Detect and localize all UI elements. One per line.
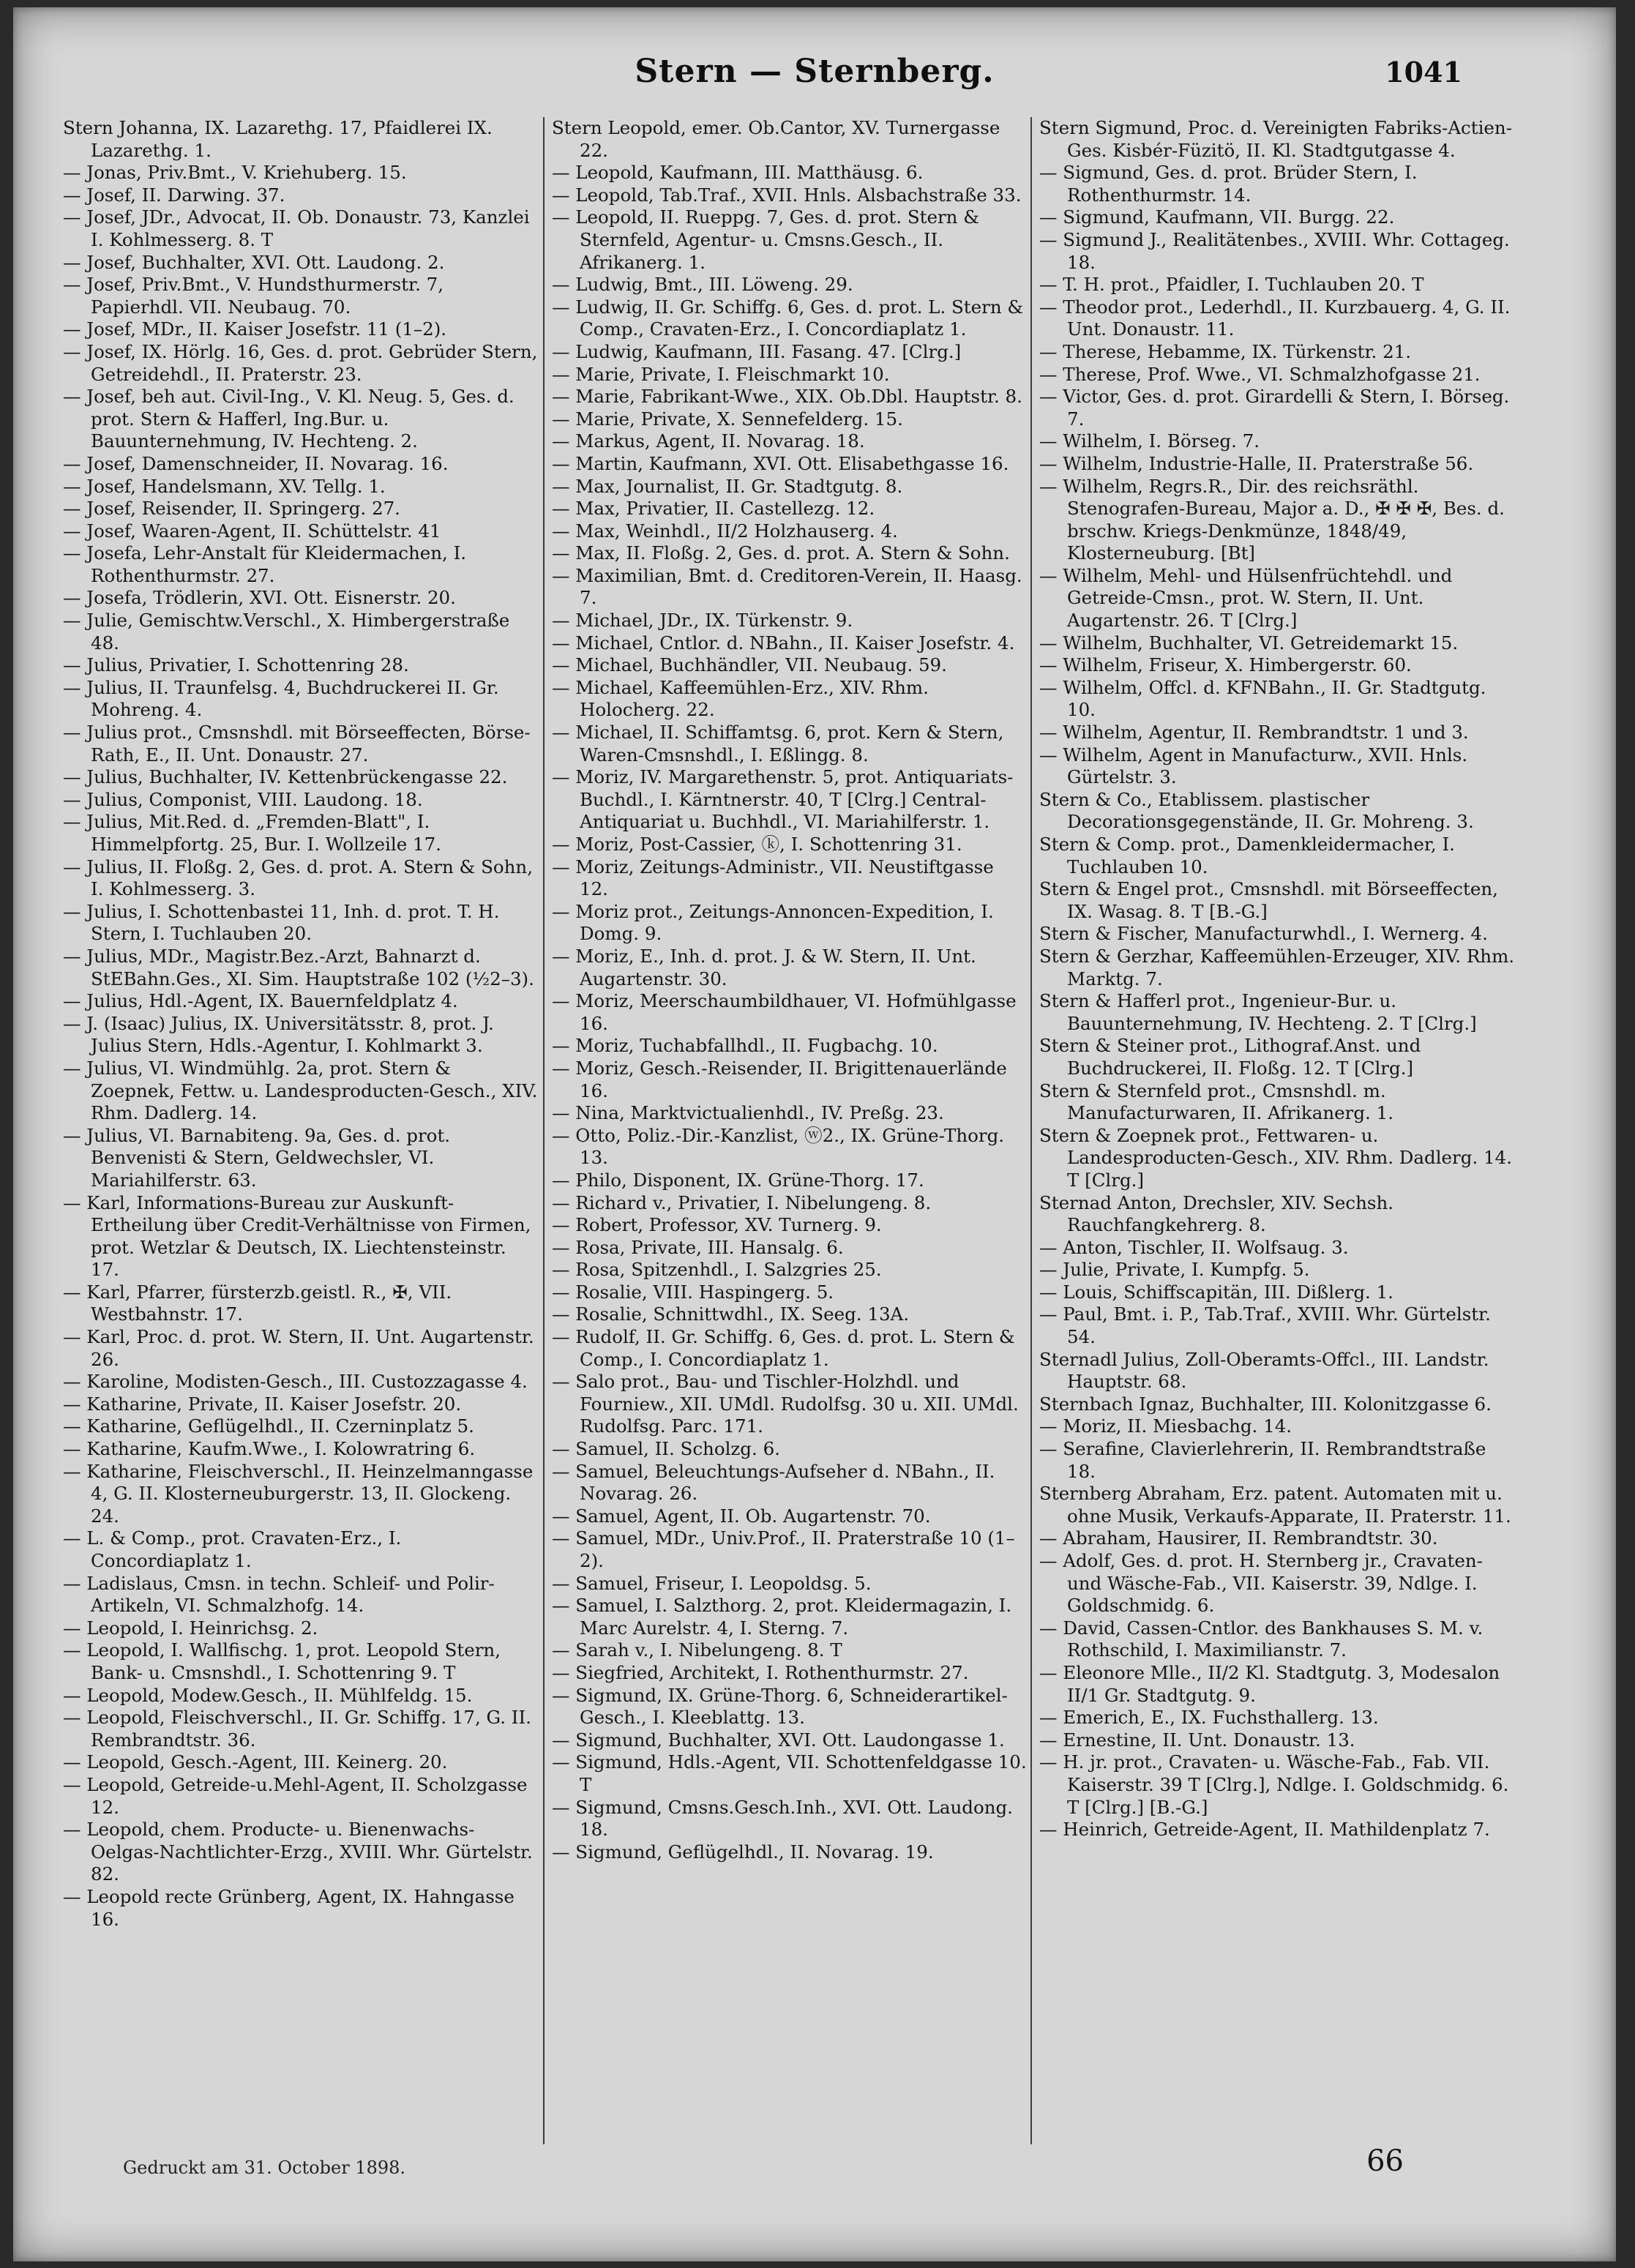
directory-entry: — Ludwig, Kaufmann, III. Fasang. 47. [Clrg.] (552, 340, 962, 362)
directory-entry: — Abraham, Hausirer, II. Rembrandtstr. 30. (1039, 1527, 1438, 1549)
directory-entry: — L. & Comp., prot. Cravaten-Erz., I. Concordiaplatz 1. (63, 1527, 402, 1571)
directory-entry: — Karl, Informations-Bureau zur Auskunft-Ertheilung über Credit-Verhältnisse von Firmen, prot. Wetzlar & Deutsch, IX. Liechtensteinstr. 17. (63, 1191, 531, 1281)
directory-entry: — Julius, MDr., Magistr.Bez.-Arzt, Bahnarzt d. StEBahn.Ges., XI. Sim. Hauptstraße 102 (½2–3). (63, 945, 534, 989)
directory-entry: — Sigmund J., Realitätenbes., XVIII. Whr. Cottageg. 18. (1039, 228, 1510, 273)
directory-entry: — Josef, IX. Hörlg. 16, Ges. d. prot. Gebrüder Stern, Getreidehdl., II. Praterstr. 23. (63, 340, 538, 385)
directory-entry: — Leopold, chem. Producte- u. Bienenwachs-Oelgas-Nachtlichter-Erzg., XVIII. Whr. Gürtelstr. 82. (63, 1819, 533, 1885)
directory-entry: — Sigmund, Buchhalter, XVI. Ott. Laudongasse 1. (552, 1729, 1005, 1751)
directory-entry: — Katharine, Private, II. Kaiser Josefstr. 20. (63, 1393, 462, 1415)
directory-entry: — H. jr. prot., Cravaten- u. Wäsche-Fab., Fab. VII. Kaiserstr. 39 T [Clrg.], Ndlge. I. Goldschmidg. 6. T [Clrg.] [B.-G.] (1039, 1751, 1509, 1818)
directory-entry: — Sarah v., I. Nibelungeng. 8. T (552, 1639, 842, 1661)
directory-entry: — Sigmund, IX. Grüne-Thorg. 6, Schneiderartikel-Gesch., I. Kleeblattg. 13. (552, 1684, 1008, 1729)
directory-entry: Stern & Engel prot., Cmsnshdl. mit Börseeffecten, IX. Wasag. 8. T [B.-G.] (1039, 878, 1498, 922)
directory-entry: — Robert, Professor, XV. Turnerg. 9. (552, 1214, 882, 1236)
directory-entry: Stern & Hafferl prot., Ingenieur-Bur. u. Bauunternehmung, IV. Hechteng. 2. T [Clrg.] (1039, 990, 1477, 1034)
directory-entry: Stern Leopold, emer. Ob.Cantor, XV. Turnergasse 22. (552, 117, 1000, 161)
print-date: Gedruckt am 31. October 1898. (123, 2157, 406, 2178)
directory-entry: — Adolf, Ges. d. prot. H. Sternberg jr., Cravaten- und Wäsche-Fab., VII. Kaiserstr. 39, Ndlge. I. Goldschmidg. 6. (1039, 1550, 1483, 1617)
directory-entry: — Leopold, I. Heinrichsg. 2. (63, 1617, 318, 1639)
directory-entry: — Leopold, Kaufmann, III. Matthäusg. 6. (552, 162, 924, 184)
directory-entry: Stern & Comp. prot., Damenkleidermacher, I. Tuchlauben 10. (1039, 834, 1455, 877)
directory-entry: — Julius, Mit.Red. d. „Fremden-Blatt", I. Himmelpfortg. 25, Bur. I. Wollzeile 17. (63, 811, 441, 855)
directory-entry: — Moriz prot., Zeitungs-Annoncen-Expedition, I. Domg. 9. (552, 900, 994, 945)
directory-entry: Stern & Fischer, Manufacturwhdl., I. Wernerg. 4. (1039, 923, 1488, 945)
sheet-number: 66 (1366, 2144, 1404, 2178)
directory-entry: — Julius, Buchhalter, IV. Kettenbrückengasse 22. (63, 766, 508, 788)
directory-entry: — Max, Weinhdl., II/2 Holzhauserg. 4. (552, 520, 898, 542)
column-right (1039, 117, 1515, 2137)
column-divider (543, 117, 545, 2144)
directory-entry: — Moriz, IV. Margarethenstr. 5, prot. Antiquariats-Buchdl., I. Kärntnerstr. 40, T [Clrg.] Central-Antiquariat u. Buchhdl., VI. Mariahilferstr. 1. (552, 766, 1014, 833)
directory-entry: — Ernestine, II. Unt. Donaustr. 13. (1039, 1729, 1355, 1751)
directory-entry: — Sigmund, Geflügelhdl., II. Novarag. 19. (552, 1841, 934, 1863)
directory-entry: — Samuel, II. Scholzg. 6. (552, 1438, 780, 1460)
directory-entry: — Josef, Buchhalter, XVI. Ott. Laudong. 2. (63, 251, 445, 273)
directory-entry: — Wilhelm, Agent in Manufacturw., XVII. Hnls. Gürtelstr. 3. (1039, 744, 1468, 788)
directory-entry: — Paul, Bmt. i. P., Tab.Traf., XVIII. Whr. Gürtelstr. 54. (1039, 1303, 1491, 1348)
directory-entry: — J. (Isaac) Julius, IX. Universitätsstr. 8, prot. J. Julius Stern, Hdls.-Agentur, I. Kohlmarkt 3. (63, 1012, 494, 1057)
directory-entry: — Wilhelm, Agentur, II. Rembrandtstr. 1 und 3. (1039, 722, 1469, 744)
directory-entry: — Ladislaus, Cmsn. in techn. Schleif- und Polir-Artikeln, VI. Schmalzhofg. 14. (63, 1572, 495, 1617)
directory-entry: — Leopold, Getreide-u.Mehl-Agent, II. Scholzgasse 12. (63, 1773, 528, 1818)
directory-entry: — Max, II. Floßg. 2, Ges. d. prot. A. Stern & Sohn. (552, 542, 1010, 564)
directory-entry: — Sigmund, Ges. d. prot. Brüder Stern, I. Rothenthurmstr. 14. (1039, 162, 1418, 206)
directory-entry: — Moriz, Gesch.-Reisender, II. Brigittenauerlände 16. (552, 1057, 1007, 1101)
directory-entry: Stern & Co., Etablissem. plastischer Decorationsgegenstände, II. Gr. Mohreng. 3. (1039, 788, 1474, 833)
directory-entry: — Michael, Kaffeemühlen-Erz., XIV. Rhm. Holocherg. 22. (552, 676, 929, 721)
directory-entry: — Wilhelm, Industrie-Halle, II. Praterstraße 56. (1039, 452, 1474, 474)
directory-entry: — Maximilian, Bmt. d. Creditoren-Verein, II. Haasg. 7. (552, 564, 1022, 609)
directory-entry: — Rosalie, VIII. Haspingerg. 5. (552, 1281, 834, 1303)
directory-entry: — Moriz, II. Miesbachg. 14. (1039, 1415, 1292, 1437)
directory-entry: — Julius, VI. Barnabiteng. 9a, Ges. d. prot. Benvenisti & Stern, Geldwechsler, VI. Mariahilferstr. 63. (63, 1124, 451, 1191)
directory-entry: — Richard v., Privatier, I. Nibelungeng. 8. (552, 1191, 932, 1213)
directory-entry: Stern Johanna, IX. Lazarethg. 17, Pfaidlerei IX. Lazarethg. 1. (63, 117, 493, 161)
directory-entry: — Josef, Waaren-Agent, II. Schüttelstr. 41 (63, 520, 441, 542)
directory-page (13, 7, 1616, 2261)
directory-entry: — Samuel, Agent, II. Ob. Augartenstr. 70. (552, 1505, 931, 1527)
directory-entry: — Philo, Disponent, IX. Grüne-Thorg. 17. (552, 1169, 924, 1191)
page-title: Stern — Sternberg. (635, 53, 995, 90)
directory-entry: — Sigmund, Hdls.-Agent, VII. Schottenfeldgasse 10. T (552, 1751, 1027, 1795)
directory-entry: — Wilhelm, I. Börseg. 7. (1039, 430, 1260, 452)
directory-entry: — Moriz, Meerschaumbildhauer, VI. Hofmühlgasse 16. (552, 990, 1017, 1034)
directory-entry: — Nina, Marktvictualienhdl., IV. Preßg. 23. (552, 1102, 944, 1124)
directory-entry: — Julius prot., Cmsnshdl. mit Börseeffecten, Börse-Rath, E., II. Unt. Donaustr. 27. (63, 722, 531, 766)
directory-entry: — Markus, Agent, II. Novarag. 18. (552, 430, 865, 452)
directory-entry: — Josefa, Lehr-Anstalt für Kleidermachen, I. Rothenthurmstr. 27. (63, 542, 467, 586)
directory-entry: — Josef, II. Darwing. 37. (63, 184, 285, 206)
page-number: 1041 (1385, 56, 1462, 89)
directory-entry: — Wilhelm, Regrs.R., Dir. des reichsräthl. Stenografen-Bureau, Major a. D., ✠ ✠ ✠, Bes. d. brschw. Kriegs-Denkmünze, 1848/49, Klosterneuburg. [Bt] (1039, 475, 1505, 564)
directory-entry: — Katharine, Kaufm.Wwe., I. Kolowratring 6. (63, 1438, 476, 1460)
directory-entry: — Josef, JDr., Advocat, II. Ob. Donaustr. 73, Kanzlei I. Kohlmesserg. 8. T (63, 206, 530, 250)
directory-entry: — Theodor prot., Lederhdl., II. Kurzbauerg. 4, G. II. Unt. Donaustr. 11. (1039, 296, 1511, 340)
directory-entry: — Leopold, Gesch.-Agent, III. Keinerg. 20. (63, 1751, 448, 1773)
directory-entry: — Ludwig, II. Gr. Schiffg. 6, Ges. d. prot. L. Stern & Comp., Cravaten-Erz., I. Concordiaplatz 1. (552, 296, 1024, 340)
directory-entry: — Rosalie, Schnittwdhl., IX. Seeg. 13A. (552, 1303, 910, 1325)
directory-entry: — T. H. prot., Pfaidler, I. Tuchlauben 20. T (1039, 274, 1424, 296)
directory-entry: — Max, Privatier, II. Castellezg. 12. (552, 498, 875, 520)
directory-entry: — Wilhelm, Buchhalter, VI. Getreidemarkt 15. (1039, 632, 1459, 654)
directory-entry: — Leopold, Modew.Gesch., II. Mühlfeldg. 15. (63, 1684, 473, 1706)
directory-entry: Sternadl Julius, Zoll-Oberamts-Offcl., III. Landstr. Hauptstr. 68. (1039, 1348, 1489, 1393)
directory-entry: — Josefa, Trödlerin, XVI. Ott. Eisnerstr. 20. (63, 587, 456, 609)
directory-entry: — Karoline, Modisten-Gesch., III. Custozzagasse 4. (63, 1371, 528, 1393)
column-middle (552, 117, 1028, 2137)
directory-entry: Stern Sigmund, Proc. d. Vereinigten Fabriks-Actien-Ges. Kisbér-Füzitö, II. Kl. Stadtgutgasse 4. (1039, 117, 1512, 161)
directory-entry: — Michael, II. Schiffamtsg. 6, prot. Kern & Stern, Waren-Cmsnshdl., I. Eßlingg. 8. (552, 722, 1004, 766)
directory-entry: — Therese, Prof. Wwe., VI. Schmalzhofgasse 21. (1039, 363, 1481, 385)
directory-entry: — Michael, JDr., IX. Türkenstr. 9. (552, 610, 853, 632)
directory-entry: — Julie, Gemischtw.Verschl., X. Himbergerstraße 48. (63, 610, 510, 654)
directory-entry: — Samuel, Beleuchtungs-Aufseher d. NBahn., II. Novarag. 26. (552, 1460, 995, 1505)
directory-entry: — Leopold, Fleischverschl., II. Gr. Schiffg. 17, G. II. Rembrandtstr. 36. (63, 1707, 531, 1751)
directory-entry: — Anton, Tischler, II. Wolfsaug. 3. (1039, 1236, 1349, 1258)
directory-entry: — Serafine, Clavierlehrerin, II. Rembrandtstraße 18. (1039, 1438, 1486, 1482)
directory-entry: — Josef, beh aut. Civil-Ing., V. Kl. Neug. 5, Ges. d. prot. Stern & Hafferl, Ing.Bur. u. Bauunternehmung, IV. Hechteng. 2. (63, 386, 515, 452)
directory-entry: — Therese, Hebamme, IX. Türkenstr. 21. (1039, 340, 1412, 362)
directory-entry: — Sigmund, Kaufmann, VII. Burgg. 22. (1039, 206, 1395, 228)
directory-entry: — Wilhelm, Friseur, X. Himbergerstr. 60. (1039, 654, 1412, 676)
directory-entry: — Marie, Private, X. Sennefelderg. 15. (552, 408, 903, 430)
directory-entry: — Rosa, Private, III. Hansalg. 6. (552, 1236, 844, 1258)
directory-entry: — Wilhelm, Offcl. d. KFNBahn., II. Gr. Stadtgutg. 10. (1039, 676, 1486, 721)
directory-entry: — Marie, Private, I. Fleischmarkt 10. (552, 363, 890, 385)
directory-entry: — Salo prot., Bau- und Tischler-Holzhdl. und Fourniew., XII. UMdl. Rudolfsg. 30 u. XII. UMdl. Rudolfsg. Parc. 171. (552, 1371, 1019, 1437)
directory-entry: — Julius, II. Traunfelsg. 4, Buchdruckerei II. Gr. Mohreng. 4. (63, 676, 499, 721)
directory-entry: — Moriz, Tuchabfallhdl., II. Fugbachg. 10. (552, 1035, 938, 1057)
directory-entry: — Siegfried, Architekt, I. Rothenthurmstr. 27. (552, 1661, 969, 1683)
directory-entry: — Leopold, II. Rueppg. 7, Ges. d. prot. Stern & Sternfeld, Agentur- u. Cmsns.Gesch., II. Afrikanerg. 1. (552, 206, 980, 273)
directory-entry: — Max, Journalist, II. Gr. Stadtgutg. 8. (552, 475, 903, 497)
directory-entry: — Julius, Privatier, I. Schottenring 28. (63, 654, 409, 676)
directory-entry: — Rudolf, II. Gr. Schiffg. 6, Ges. d. prot. L. Stern & Comp., I. Concordiaplatz 1. (552, 1326, 1015, 1370)
column-divider (1030, 117, 1032, 2144)
directory-entry: — Katharine, Fleischverschl., II. Heinzelmanngasse 4, G. II. Klosterneuburgerstr. 13, II. Glockeng. 24. (63, 1460, 534, 1527)
directory-entry: — Julius, II. Floßg. 2, Ges. d. prot. A. Stern & Sohn, I. Kohlmesserg. 3. (63, 856, 533, 900)
directory-entry: — Samuel, I. Salzthorg. 2, prot. Kleidermagazin, I. Marc Aurelstr. 4, I. Sterng. 7. (552, 1595, 1012, 1639)
directory-entry: — Julius, Hdl.-Agent, IX. Bauernfeldplatz 4. (63, 990, 458, 1012)
directory-entry: — Jonas, Priv.Bmt., V. Kriehuberg. 15. (63, 162, 407, 184)
directory-entry: — Josef, Damenschneider, II. Novarag. 16. (63, 452, 449, 474)
directory-entry: — Julius, VI. Windmühlg. 2a, prot. Stern & Zoepnek, Fettw. u. Landesproducten-Gesch., XIV. Rhm. Dadlerg. 14. (63, 1057, 538, 1124)
directory-entry: — Julius, Componist, VIII. Laudong. 18. (63, 788, 423, 810)
directory-entry: — Otto, Poliz.-Dir.-Kanzlist, ⓦ2., IX. Grüne-Thorg. 13. (552, 1124, 1005, 1169)
directory-entry: — Karl, Proc. d. prot. W. Stern, II. Unt. Augartenstr. 26. (63, 1326, 534, 1370)
directory-entry: — Karl, Pfarrer, fürsterzb.geistl. R., ✠, VII. Westbahnstr. 17. (63, 1281, 452, 1325)
directory-entry: — Josef, MDr., II. Kaiser Josefstr. 11 (1–2). (63, 318, 447, 340)
directory-entry: — Emerich, E., IX. Fuchsthallerg. 13. (1039, 1707, 1379, 1729)
directory-entry: — Julie, Private, I. Kumpfg. 5. (1039, 1259, 1310, 1281)
directory-entry: Sternad Anton, Drechsler, XIV. Sechsh. Rauchfangkehrerg. 8. (1039, 1191, 1394, 1236)
directory-entry: — Louis, Schiffscapitän, III. Dißlerg. 1. (1039, 1281, 1393, 1303)
directory-entry: — Moriz, Zeitungs-Administr., VII. Neustiftgasse 12. (552, 856, 994, 900)
directory-entry: — Rosa, Spitzenhdl., I. Salzgries 25. (552, 1259, 882, 1281)
directory-entry: — Michael, Buchhändler, VII. Neubaug. 59. (552, 654, 947, 676)
directory-entry: Sternbach Ignaz, Buchhalter, III. Kolonitzgasse 6. (1039, 1393, 1492, 1415)
directory-entry: Stern & Steiner prot., Lithograf.Anst. und Buchdruckerei, II. Floßg. 12. T [Clrg.] (1039, 1035, 1421, 1079)
directory-entry: — Martin, Kaufmann, XVI. Ott. Elisabethgasse 16. (552, 452, 1009, 474)
directory-entry: — Samuel, MDr., Univ.Prof., II. Praterstraße 10 (1–2). (552, 1527, 1015, 1571)
directory-entry: Sternberg Abraham, Erz. patent. Automaten mit u. ohne Musik, Verkaufs-Apparate, II. Praterstr. 11. (1039, 1483, 1511, 1527)
directory-entry: — Moriz, Post-Cassier, ⓚ, I. Schottenring 31. (552, 834, 962, 855)
directory-entry: — Ludwig, Bmt., III. Löweng. 29. (552, 274, 853, 296)
directory-entry: — Marie, Fabrikant-Wwe., XIX. Ob.Dbl. Hauptstr. 8. (552, 386, 1022, 408)
directory-entry: — David, Cassen-Cntlor. des Bankhauses S. M. v. Rothschild, I. Maximilianstr. 7. (1039, 1617, 1484, 1661)
directory-entry: — Katharine, Geflügelhdl., II. Czerninplatz 5. (63, 1415, 474, 1437)
directory-entry: Stern & Sternfeld prot., Cmsnshdl. m. Manufacturwaren, II. Afrikanerg. 1. (1039, 1079, 1394, 1124)
directory-entry: — Moriz, E., Inh. d. prot. J. & W. Stern, II. Unt. Augartenstr. 30. (552, 945, 976, 989)
directory-entry: — Julius, I. Schottenbastei 11, Inh. d. prot. T. H. Stern, I. Tuchlauben 20. (63, 900, 500, 945)
directory-entry: — Josef, Reisender, II. Springerg. 27. (63, 498, 400, 520)
directory-entry: — Josef, Handelsmann, XV. Tellg. 1. (63, 475, 386, 497)
directory-entry: — Victor, Ges. d. prot. Girardelli & Stern, I. Börseg. 7. (1039, 386, 1510, 430)
directory-entry: — Michael, Cntlor. d. NBahn., II. Kaiser Josefstr. 4. (552, 632, 1015, 654)
directory-entry: — Sigmund, Cmsns.Gesch.Inh., XVI. Ott. Laudong. 18. (552, 1796, 1013, 1841)
directory-entry: — Wilhelm, Mehl- und Hülsenfrüchtehdl. und Getreide-Cmsn., prot. W. Stern, II. Unt. Augartenstr. 26. T [Clrg.] (1039, 564, 1453, 632)
directory-entry: — Samuel, Friseur, I. Leopoldsg. 5. (552, 1572, 872, 1594)
directory-entry: — Leopold, I. Wallfischg. 1, prot. Leopold Stern, Bank- u. Cmsnshdl., I. Schottenring 9. T (63, 1639, 501, 1683)
directory-entry: — Leopold recte Grünberg, Agent, IX. Hahngasse 16. (63, 1885, 515, 1930)
directory-entry: Stern & Gerzhar, Kaffeemühlen-Erzeuger, XIV. Rhm. Marktg. 7. (1039, 945, 1515, 989)
column-left (63, 117, 539, 2137)
directory-entry: — Leopold, Tab.Traf., XVII. Hnls. Alsbachstraße 33. (552, 184, 1022, 206)
directory-entry: — Josef, Priv.Bmt., V. Hundsthurmerstr. 7, Papierhdl. VII. Neubaug. 70. (63, 274, 444, 318)
directory-entry: — Heinrich, Getreide-Agent, II. Mathildenplatz 7. (1039, 1819, 1490, 1841)
directory-entry: — Eleonore Mlle., II/2 Kl. Stadtgutg. 3, Modesalon II/1 Gr. Stadtgutg. 9. (1039, 1661, 1500, 1706)
directory-entry: Stern & Zoepnek prot., Fettwaren- u. Landesproducten-Gesch., XIV. Rhm. Dadlerg. 14. T [Clrg.] (1039, 1124, 1512, 1191)
